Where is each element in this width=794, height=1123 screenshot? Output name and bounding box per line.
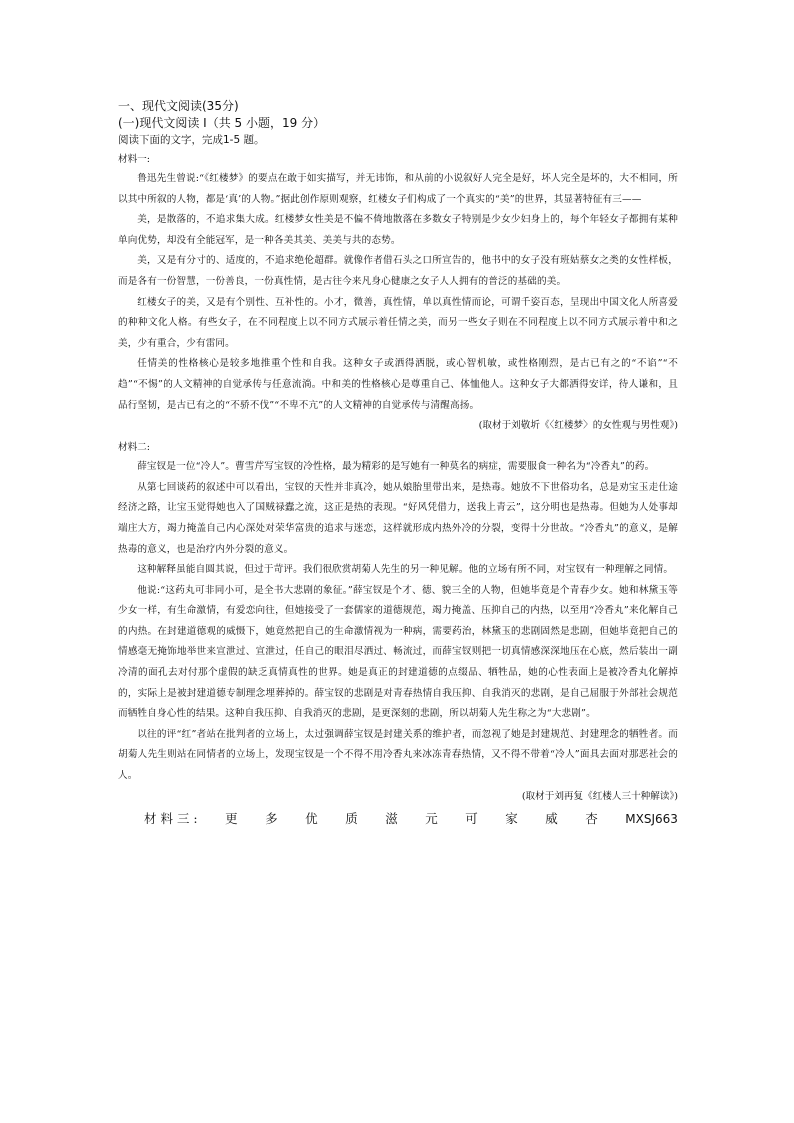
section-title: 一、现代文阅读(35分)	[118, 99, 239, 113]
material-2-source: (取材于刘再复《红楼人三十种解读》)	[521, 790, 678, 802]
instruction-text: 阅读下面的文字，完成1-5 题。	[118, 134, 265, 146]
material-2-paragraph: 薛宝钗是一位“冷人”。曹雪芹写宝钗的冷性格，最为精彩的是写她有一种莫名的病症，需要服食一种名为“冷香丸”的药。	[137, 461, 655, 473]
material-3-code: MXSJ663	[625, 811, 678, 826]
material-1-label: 材料一:	[118, 154, 151, 165]
material-3-char: 优	[305, 810, 318, 826]
material-1-paragraph: 美，又是有分寸的、适度的，不追求绝伦超群。就像作者借石头之口所宣告的，他书中的女子没有班姑蔡女之类的女性样板，而是各有一份智慧，一份善良，一份真性情，是古往今来凡身心健康之女子人人拥有的普泛的基础的美。	[118, 255, 678, 287]
material-1-paragraph: 美，是散落的，不追求集大成。红楼梦女性美是不偏不倚地散落在多数女子特别是少女少妇身上的，每个年轻女子都拥有某种单向优势，却没有全能冠军，是一种各美其美、美美与共的态势。	[118, 214, 678, 246]
material-2-paragraph: 从第七回谈药的叙述中可以看出，宝钗的天性并非真冷，她从娘胎里带出来，是热毒。她放不下世俗功名，总是劝宝玉走仕途经济之路，让宝玉觉得她也入了国贼禄蠹之流，这正是热的表现。“好风凭借力，送我上青云”，这分明也是热毒。但她为人处事却端庄大方，竭力掩盖自己内心深处对荣华富贵的追求与迷恋，这样就形成内热外冷的分裂，变得十分世故。“冷香丸”的意义，是解热毒的意义，也是治疗内外分裂的意义。	[118, 481, 678, 555]
material-3-char: 杏	[585, 810, 598, 826]
material-3-char: 威	[545, 810, 558, 826]
subsection-title: (一)现代文阅读 I（共 5 小题，19 分）	[118, 116, 326, 130]
material-3-char: 多	[265, 810, 278, 826]
material-3-char: 可	[465, 810, 478, 826]
material-2-paragraph: 他说:“这药丸可非同小可，是全书大悲剧的象征。”薛宝钗是个才、德、貌三全的人物，但她毕竟是个青春少女。她和林黛玉等少女一样，有生命激情，有爱恋向往，但她接受了一套儒家的道德规范，竭力掩盖、压抑自己的内热，以至用“冷香丸”来化解自己的内热。在封建道德观的威慑下，她竟然把自己的生命激情视为一种病，需要药治，林黛玉的悲剧固然是悲剧，但她毕竟把自己的情感毫无掩饰地举世来宣泄过、宣泄过，任自己的眼泪尽洒过、畅流过，而薛宝钗则把一切真情感深深地压在心底，然后装出一副冷清的面孔去对付那个虚假的缺乏真情真性的世界。她是真正的封建道德的点缀品、牺牲品，她的心性表面上是被冷香丸化解掉的，实际上是被封建道德专制理念埋葬掉的。薛宝钗的悲剧是对青春热情自我压抑、自我消灭的悲剧，是自己屈服于外部社会规范而牺牲自身心性的结果。这种自我压抑、自我消灭的悲剧，是更深刻的悲剧，所以胡菊人先生称之为“大悲剧”。	[118, 584, 678, 720]
material-1-paragraph: 红楼女子的美，又是有个别性、互补性的。小才，微善，真性情，单以真性情而论，可谓千姿百态，呈现出中国文化人所喜爱的种种文化人格。有些女子，在不同程度上以不同方式展示着任情之美，而另一些女子则在不同程度上以不同方式展示着中和之美，少有重合，少有雷同。	[118, 296, 678, 349]
material-3-char: 质	[345, 810, 358, 826]
material-3-label: 材 料 三 :	[144, 810, 198, 826]
material-1-paragraph: 鲁迅先生曾说:“《红楼梦》的要点在敢于如实描写，并无讳饰，和从前的小说叙好人完全是好，坏人完全是坏的，大不相同，所以其中所叙的人物，都是‘真’的人物。”据此创作原则观察，红楼女子们构成了一个真实的“美”的世界，其显著特征有三——	[118, 173, 678, 205]
material-3-char: 元	[425, 810, 438, 826]
material-2-paragraph: 以往的评“红”者站在批判者的立场上，太过强调薛宝钗是封建关系的维护者，而忽视了她是封建规范、封建理念的牺牲者。而胡菊人先生则站在同情者的立场上，发现宝钗是一个不得不用冷香丸来冰冻青春热情，又不得不带着“冷人”面具去面对那恶社会的人。	[118, 728, 678, 782]
material-3-char: 家	[505, 810, 518, 826]
material-3-char: 更	[225, 810, 238, 826]
material-2-label: 材料二:	[118, 442, 151, 454]
material-1-paragraph: 任情美的性格核心是较多地推重个性和自我。这种女子或洒得洒脱，或心智机敏，或性格刚烈，是古已有之的“不谄”“不趋”“不惕”的人文精神的自觉承传与任意流淌。中和美的性格核心是尊重自己、体恤他人。这种女子大都洒得安详，待人谦和，且品行坚韧，是古已有之的“不骄不伐”“不卑不亢”的人文精神的自觉承传与清醒高扬。	[118, 358, 678, 411]
material-1-source: (取材于刘敬圻《〈红楼梦〉的女性观与男性观》)	[478, 420, 678, 432]
material-2-paragraph: 这种解释虽能自圆其说，但过于苛评。我们很欣赏胡菊人先生的另一种见解。他的立场有所不同，对宝钗有一种理解之同情。	[137, 564, 674, 576]
document-page	[118, 98, 678, 829]
material-3-char: 滋	[385, 810, 398, 826]
material-3-line	[118, 809, 678, 829]
